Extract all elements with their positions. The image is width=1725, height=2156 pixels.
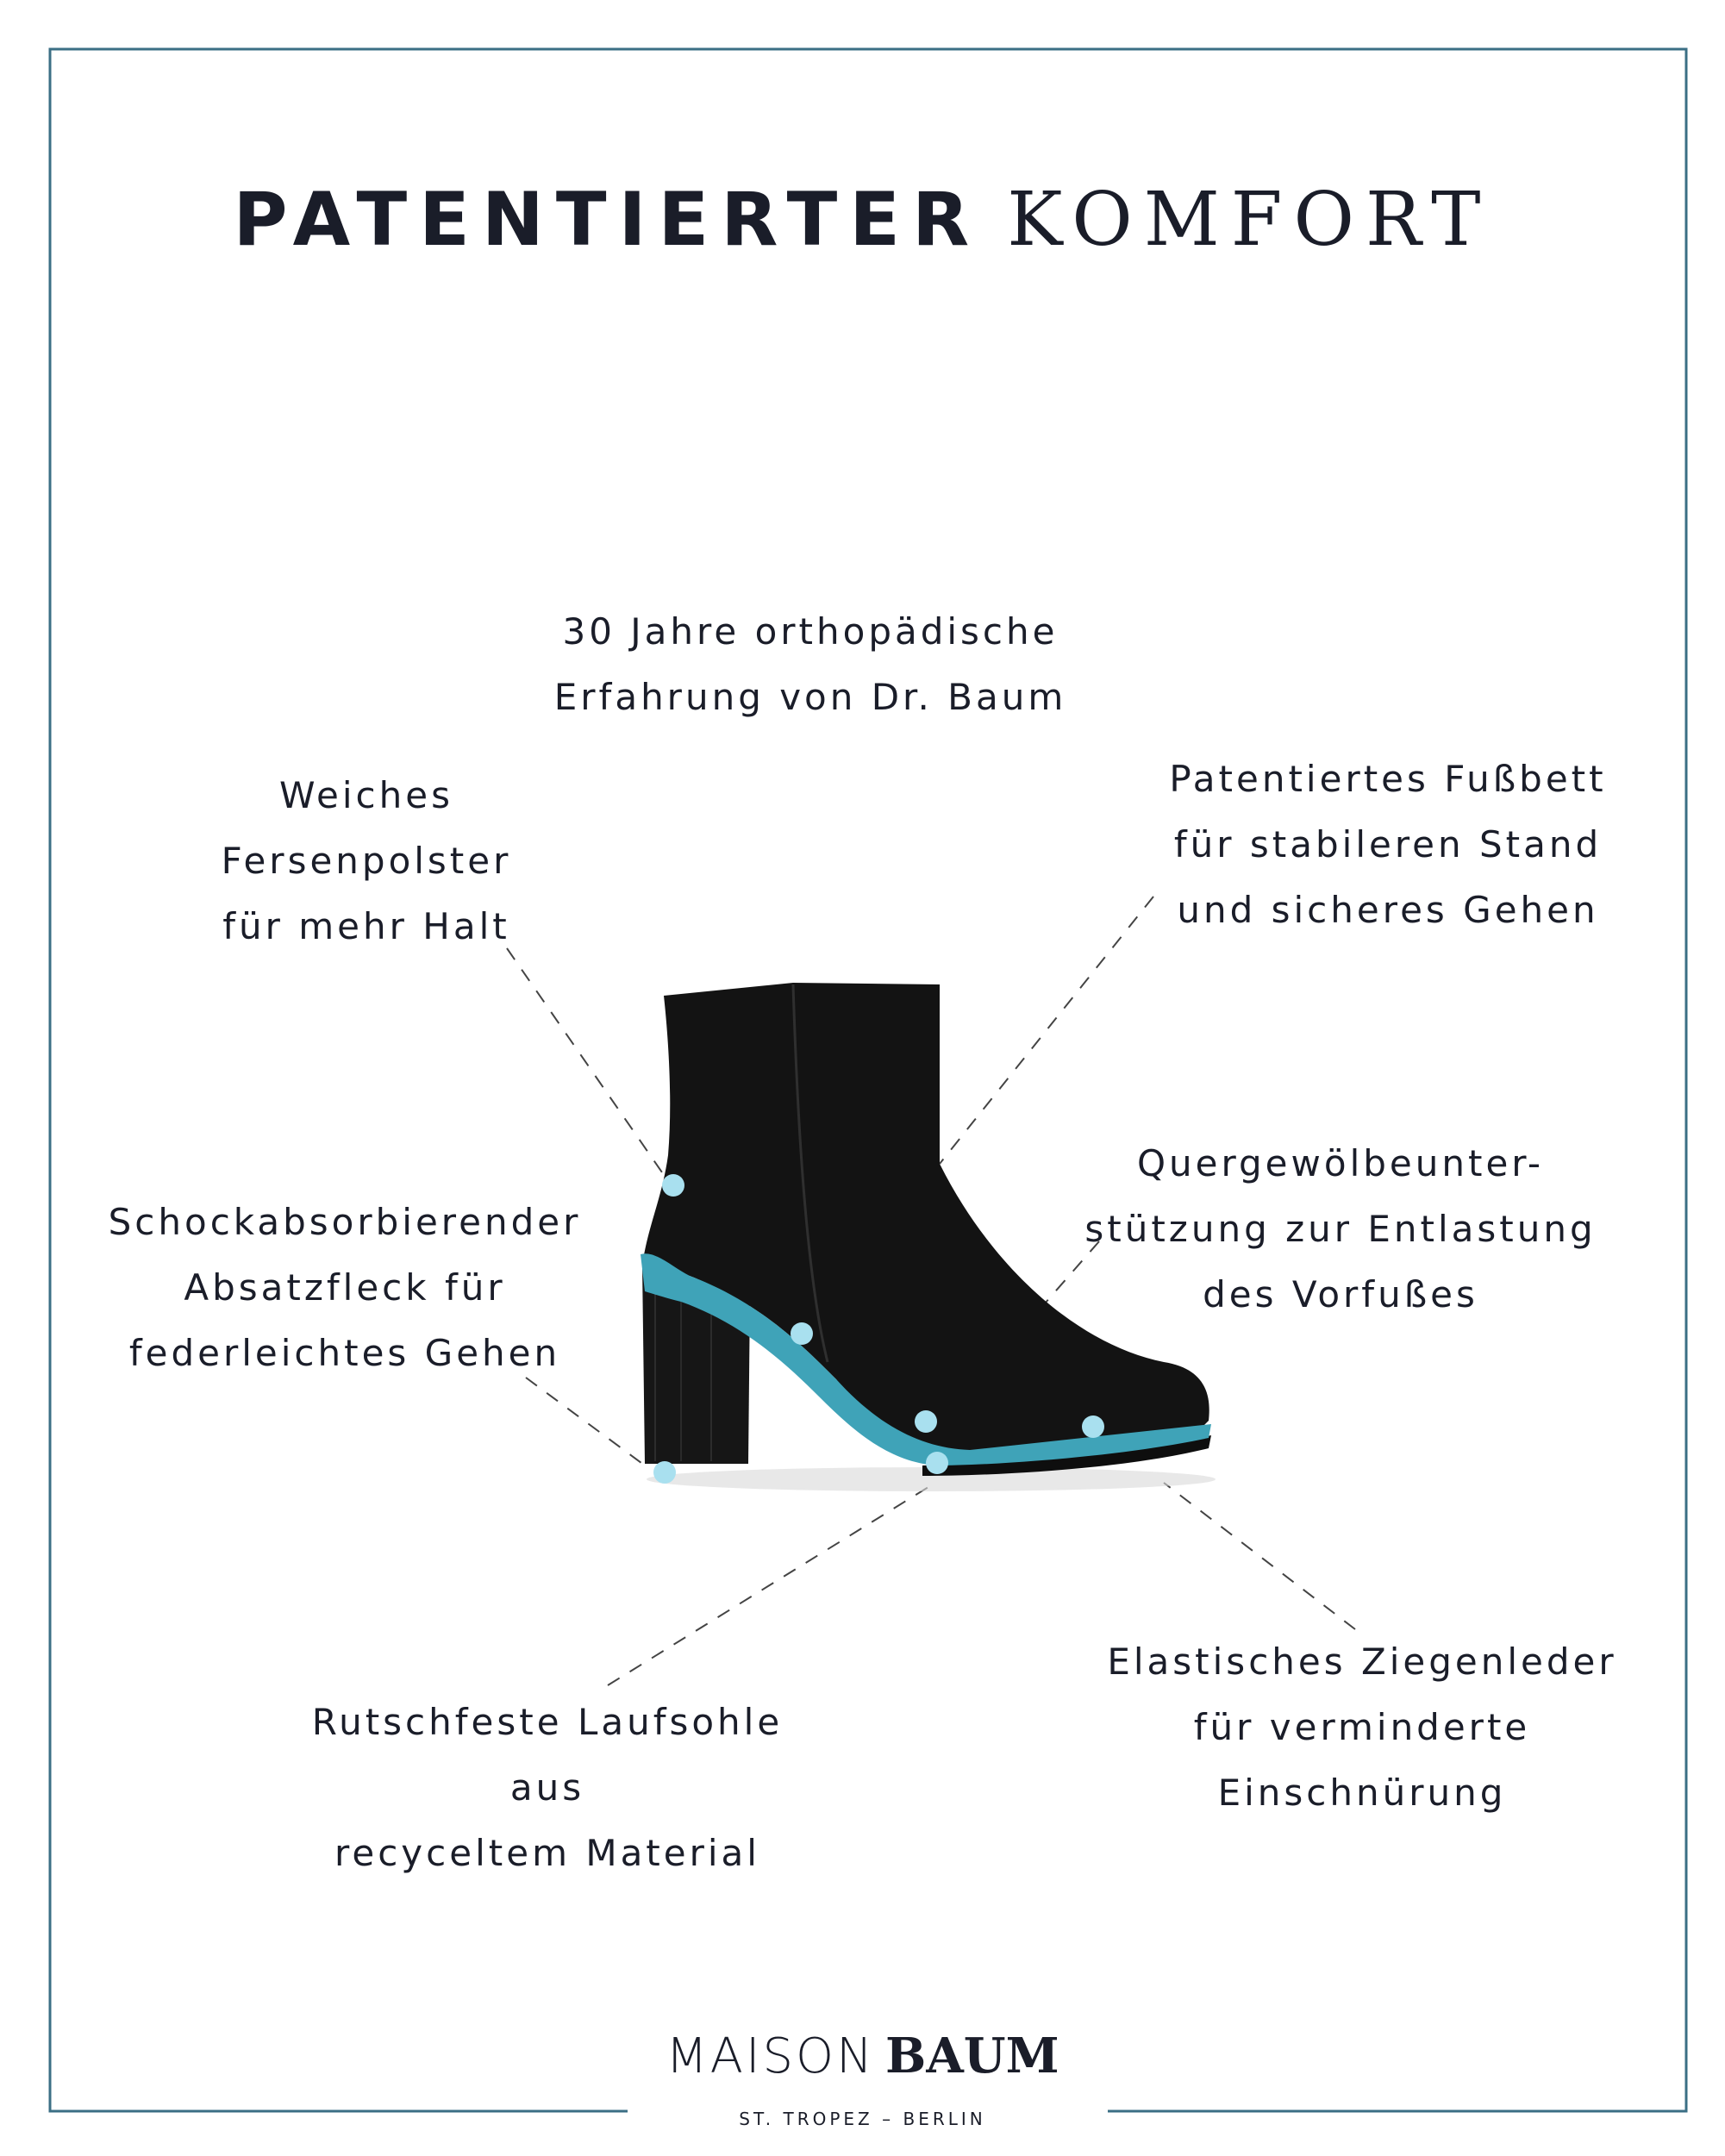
callout-leather [1095,1629,1629,1826]
callout-line: Fersenpolster [221,840,512,882]
brand-tagline: ST. TROPEZ – BERLIN [739,2109,986,2129]
callout-line: für stabileren Stand [1173,823,1603,866]
dot-arch [791,1322,813,1345]
brand-name-light: MAISON [666,2028,876,2084]
callout-heel-cap [103,1190,586,1386]
callout-line: Rutschfeste Laufsohle [311,1701,784,1743]
callout-line: für verminderte [1193,1706,1531,1748]
dot-forefoot [1082,1415,1104,1438]
title-part-1: PATENTIERTER [233,177,982,263]
callout-line: des Vorfußes [1203,1273,1478,1315]
callout-heel-pad [181,763,552,959]
leader-heel-pad [507,948,662,1172]
leader-footbed [940,897,1153,1164]
leader-heel-cap [526,1378,645,1465]
callout-line: federleichtes Gehen [128,1332,561,1374]
callout-line: Elastisches Ziegenleder [1107,1640,1617,1683]
dot-outsole [926,1452,948,1474]
callout-arch-support [1082,1131,1599,1328]
callout-line: Einschnürung [1217,1772,1507,1814]
callout-line: stützung zur Entlastung [1084,1208,1597,1250]
callout-experience [534,599,1086,730]
callout-line: Schockabsorbierender [108,1201,582,1243]
callout-line: Patentiertes Fußbett [1169,758,1607,800]
callout-line: aus [509,1766,585,1809]
callout-line: und sicheres Gehen [1177,889,1599,931]
callout-footbed [1155,747,1621,943]
callout-outsole [306,1690,789,1886]
dot-footbed [915,1410,937,1433]
callout-line: für mehr Halt [222,905,510,947]
title-part-2: KOMFORT [1007,177,1492,263]
callout-line: Erfahrung von Dr. Baum [553,676,1067,718]
callout-line: 30 Jahre orthopädische [562,610,1059,653]
leader-outsole [608,1483,935,1685]
brand-name-bold: BAUM [885,2028,1059,2084]
callout-line: Absatzfleck für [184,1266,506,1309]
dot-heel-cap [653,1461,676,1484]
callout-line: Quergewölbeunter- [1136,1142,1545,1184]
dot-heel-pad [662,1174,684,1197]
callout-line: recyceltem Material [334,1832,760,1874]
brand-logo [0,2028,1725,2084]
callout-line: Weiches [278,774,453,816]
page-title [0,177,1725,263]
leader-leather [1164,1483,1355,1629]
